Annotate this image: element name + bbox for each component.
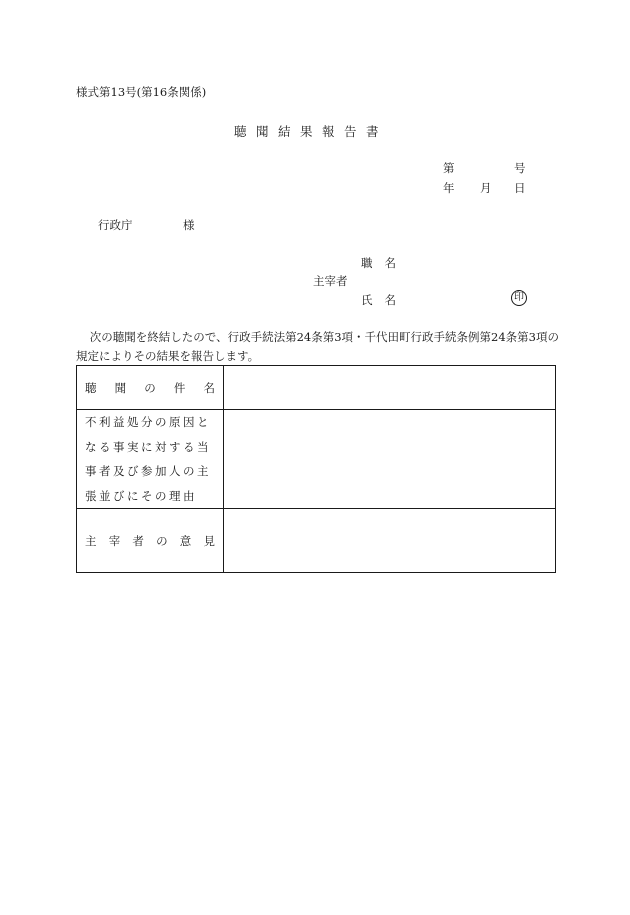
row-label-case <box>77 366 224 410</box>
date-month-label: 月 <box>480 181 492 195</box>
opinion-label-char: 宰 <box>108 533 121 548</box>
date-year-label: 年 <box>443 181 455 195</box>
official-title-label: 職名 <box>361 256 408 270</box>
honorific: 様 <box>183 218 195 232</box>
table-row <box>77 509 556 573</box>
case-name-label-char: 件 <box>173 380 186 395</box>
form-id: 様式第13号(第16条関係) <box>76 85 207 99</box>
claims-label: 不利益処分の原因となる事実に対する当事者及び参加人の主張並びにその理由 <box>77 410 224 509</box>
case-name-label-char: 名 <box>203 380 215 395</box>
table-row <box>77 366 556 410</box>
opinion-label-char: 主 <box>85 533 97 548</box>
seal-icon: 印 <box>511 290 527 306</box>
claims-value[interactable] <box>224 410 556 509</box>
opinion-label-char: 者 <box>132 533 144 548</box>
document-number-prefix: 第 <box>443 161 455 175</box>
opinion-label-char: 見 <box>203 533 215 548</box>
official-name-label: 氏名 <box>361 293 408 307</box>
opinion-value[interactable] <box>224 509 556 573</box>
date-day-label: 日 <box>514 181 526 195</box>
addressee: 行政庁 <box>98 218 133 232</box>
case-name-label-char: 聴 <box>85 380 97 395</box>
report-table <box>76 365 556 573</box>
row-label-opinion <box>77 509 224 573</box>
table-row <box>77 410 556 509</box>
page-title: 聴聞結果報告書 <box>234 124 389 139</box>
case-name-label-char: 聞 <box>114 380 127 395</box>
case-name-value[interactable] <box>224 366 556 410</box>
opinion-label-char: 意 <box>179 533 192 548</box>
body-text: 次の聴聞を終結したので、行政手続法第24条第3項・千代田町行政手続条例第24条第3項の規定によりその結果を報告します。 <box>76 330 559 363</box>
opinion-label <box>85 533 215 549</box>
case-name-label <box>85 380 215 396</box>
opinion-label-char: の <box>156 533 168 548</box>
document-number-suffix: 号 <box>514 161 526 175</box>
official-role: 主宰者 <box>313 274 348 288</box>
case-name-label-char: の <box>144 380 156 395</box>
